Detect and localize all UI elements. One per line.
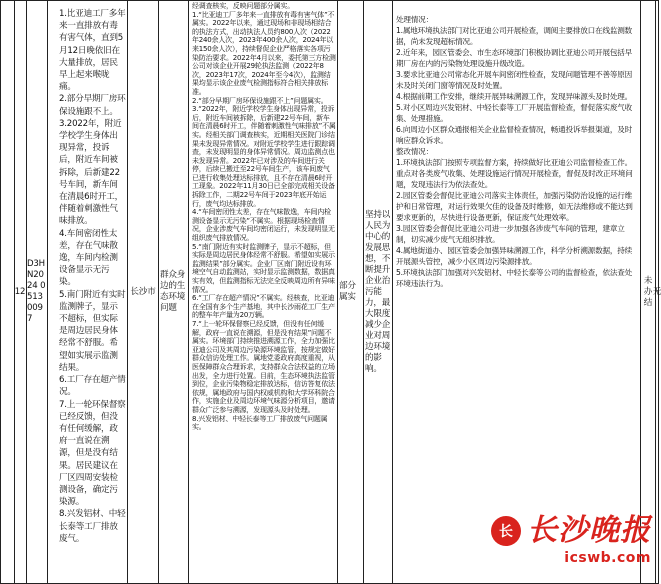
handling-item: 1.属地环境执法部门对比亚迪公司开展检查，调阅主要排放口在线监测数据，尚未发现超标情况。 xyxy=(396,26,633,46)
complaint-item: 5.南门附近有实时监测牌子，显示不超标，但实际是周边居民身体经常不舒服。希望如实展示监测结果。 xyxy=(59,289,126,373)
handling-item: 5.环境执法部门加强对兴发铝材、中轻长泰等公司的监督检查，依法查处环境违法行为。 xyxy=(396,268,633,288)
newspaper-brand: 长沙晚报 xyxy=(527,513,651,548)
complaint-item: 7.上一轮环保督察已经反馈，但没有任何缓解，政府一直说在溯源，但是没有结果。居民建议在厂区四周安装检测设备，确定污染源。 xyxy=(59,399,126,508)
complaint-item: 3.2022年，附近学校学生身体出现异常，投诉后，附近车间被拆除，后新建22号车间，新车间在清晨6时开工，伴随着刺激性气味排放。 xyxy=(59,118,124,227)
investigation-item: 8.兴发铝材、中轻长泰等工厂排放废气问题属实。 xyxy=(192,414,328,432)
investigation-item: 4.“车间密闭性太差，存在气味散逸，车间内检测设备显示无污染”不属实。根据现场检查情况，企业涉废气车间均密闭运行，未发现明显无组织废气排放情况。 xyxy=(192,208,335,243)
handling-item: 2.近年来，园区管委会、市生态环境部门积极协调比亚迪公司开展包括早期厂房在内的污染物处理设施升级改造。 xyxy=(396,48,633,68)
row-index: 12 xyxy=(14,286,26,297)
complaint-item: 6.工厂存在超产情况。 xyxy=(59,375,126,398)
category-cell xyxy=(160,0,188,584)
accountability: 无 xyxy=(652,286,661,297)
investigation-item: 2.“部分早期厂房环保设施跟不上”问题属实。 xyxy=(192,96,328,105)
handling-item: 处理情况： xyxy=(396,15,433,24)
case-code-cell xyxy=(27,0,47,584)
complaint-item: 8.兴发铝材、中轻长泰等工厂排放废气。 xyxy=(59,509,126,544)
district-cell xyxy=(128,0,158,584)
handling-item: 4.属地街道办、园区管委会加强异味溯源工作，科学分析溯源数据，持续开展源头管控，减少小区周边污染源排放。 xyxy=(396,246,633,266)
investigation-item: 1.“比亚迪工厂多年来一直排放有毒有害气体”不属实。2022年以来，通过现场和非现场相结合的执法方式，出动执法人员约800人次（2022年240余人次，2023年400余人次，2024年以来150余人次），持续督促企业严格落实各项污染防治要求。2022年4月以来，委托第三方检测公司对该企业开展29轮执法监测（2022年8次，2023年17次，2024年至今4次），监测结果均显示该企业废气检测指标符合相关排放标准。 xyxy=(192,10,336,96)
conclusion-cell xyxy=(339,0,363,584)
investigation-item: 6.“工厂存在超产情况”不属实。经核查，比亚迪在全国有多个生产基地，其中长沙雨花工厂生产的整车年产量为20万辆。 xyxy=(192,294,335,320)
row-index-cell xyxy=(14,0,26,584)
investigation-item: 5.“南门附近有实时监测牌子，显示不超标，但实际是周边居民身体经常不舒服。希望如实展示监测结果”部分属实。企业厂区南门附近设有环境空气自动监测站，实时显示监测数据，数据真实有效，但监测指标无法完全反映周边所有异味情况。 xyxy=(192,242,335,294)
complaint-item: 1.比亚迪工厂多年来一直排放有毒有害气体，直到5月12日晚依旧在大量排放，居民早上起来喉咙痛。 xyxy=(59,9,126,93)
handling-item: 2.园区管委会督促比亚迪公司落实主体责任，加强污染防治设施的运行维护和日常管理，对运行效果欠佳的设备及时维修，如无法维修或不能达到要求更新的，尽快进行设备更新，保证废气处理效率。 xyxy=(396,191,633,222)
investigation-item: 7.“上一轮环保督察已经反馈，但没有任何缓解，政府一直说在溯源，但是没有结果”问题不属实。环境部门持续推进溯源工作，全力加强比亚迪公司及其周边污染源环境监管，按规定做好群众信访处理工作。属地党委政府高度重视，从医保障群众合理诉求，支持群众合法权益的立场出发，全力进行处置。目前，生态环境执法监管到位，企业污染物稳定排放达标，信访答复依法依规，属地政府与国内权威机构和大学环科院合作，实施企业及周边环境气味源分析项目，邀请群众广泛参与溯源，发现源头及时处理。 xyxy=(192,319,335,414)
handling-cell xyxy=(396,14,639,582)
handling-item: 5.对小区周边兴发铝材、中轻长泰等工厂开展监督检查，督促落实废气收集、处理措施。 xyxy=(396,103,633,123)
target: 坚持以人民为中心的发展思想，不断提升企业治污能力，最大限度减少企业对周边环境的影响。 xyxy=(365,209,391,374)
accountability-cell xyxy=(652,0,661,584)
complaint-item: 4.车间密闭性太差，存在气味散逸，车间内检测设备显示无污染。 xyxy=(59,228,118,288)
row-top-border xyxy=(0,0,659,1)
handling-item: 1.环境执法部门按照专项监督方案，持续做好比亚迪公司监督检查工作。重点对各类废气收集、处理设施运行情况开展检查，督促及时改正环境问题，发现违法行为依法查处。 xyxy=(396,158,633,189)
handling-item: 整改情况： xyxy=(396,147,433,156)
conclusion: 部分属实 xyxy=(339,281,356,302)
investigation-item: 3.“2022年，附近学校学生身体出现异常，投诉后，附近车间被拆除，后新建22号车间，新车间在清晨6时开工，伴随着刺激性气味排放”不属实。经相关部门调查核实，近期相关医院门诊结果未发现异常情况。对附近学校学生进行跟踪调查，未发现明显的身体异常情况。周边监测点也未发现异常。2022年已对涉及的车间进行关停，后续已搬迁至22号车间生产，该车间废气已进行收集处理达标排放，且不存在清晨6时开工现象。2022年11月30日已全部完成相关设备拆除工作，二期22号车间于2023年底开始运行，废气均达标排放。 xyxy=(192,105,336,208)
handling-item: 3.园区管委会督促比亚迪公司进一步加强各涉废气车间的管理，建章立制，切实减少废气无组织排放。 xyxy=(396,224,625,244)
target-cell xyxy=(365,0,392,584)
status: 未办结 xyxy=(643,275,653,308)
district: 长沙市 xyxy=(130,286,156,297)
handling-item: 3.要求比亚迪公司常态化开展车间密闭性检查，发现问题管理不善等原因未及时关闭门窗等情况及时处置。 xyxy=(396,70,633,90)
newspaper-watermark xyxy=(481,504,651,576)
category: 群众身边的生态环境问题 xyxy=(160,270,186,313)
complaint-cell xyxy=(59,8,126,580)
investigation-cell xyxy=(192,2,336,582)
newspaper-url: icswb.com xyxy=(564,550,651,566)
handling-item: 4.根据前期工作安排，继续开展异味溯源工作，发现异味源头及时处理。 xyxy=(396,92,633,101)
case-code: D3HN2024 0513 0097 xyxy=(27,259,46,324)
complaint-item: 2.部分早期厂房环保设施跟不上。 xyxy=(59,94,126,117)
newspaper-logo-icon: 长 xyxy=(491,516,521,546)
investigation-item: 经调查核实，反映问题部分属实。 xyxy=(192,2,294,10)
handling-item: 6.向周边小区群众通报相关企业监督检查情况，畅通投诉举报渠道，及时响应群众诉求。 xyxy=(396,125,633,145)
